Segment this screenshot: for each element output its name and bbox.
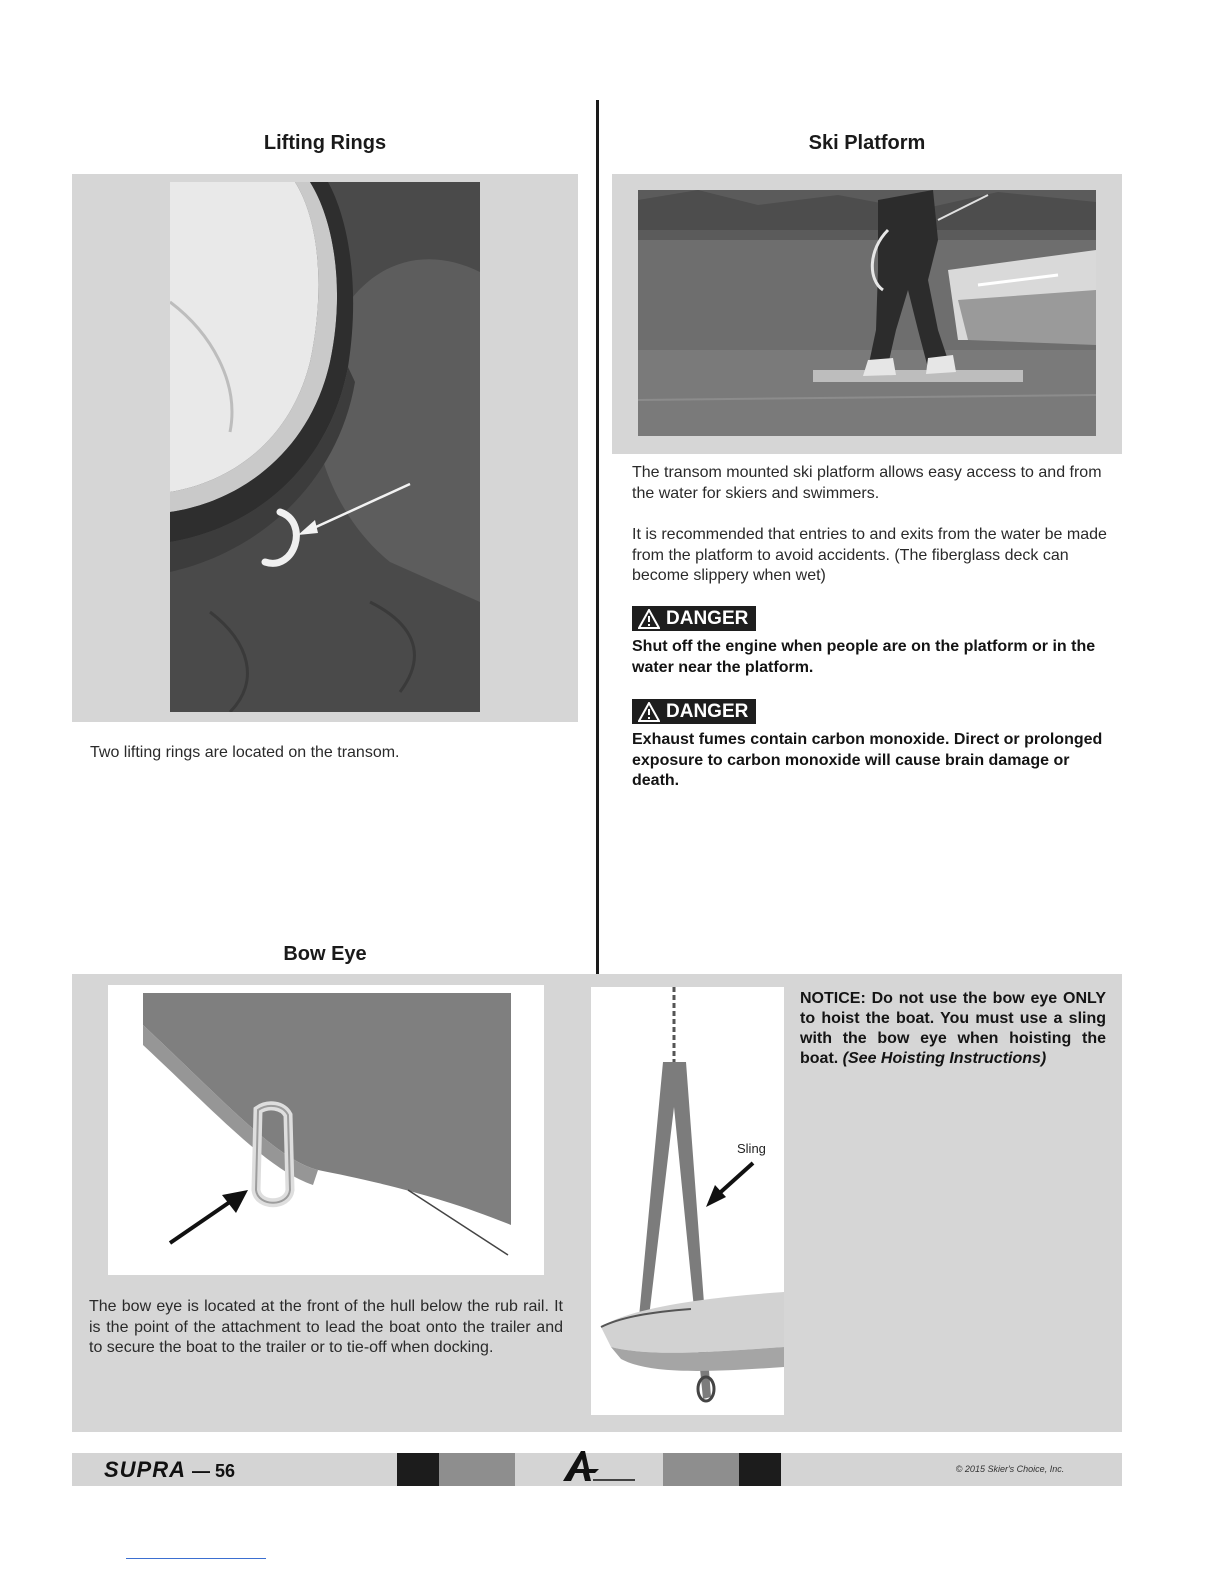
skier-on-platform-photo (638, 190, 1096, 436)
danger-1-text: Shut off the engine when people are on the platform or in the water near the platform. (632, 638, 1096, 676)
notice-main-text: NOTICE: Do not use the bow eye ONLY to hoist the boat. You must use a sling with the bow eye when hoisting the boat. (800, 990, 1106, 1067)
footer-swatch-mid-right (663, 1453, 739, 1486)
lifting-ring-photo (170, 182, 480, 712)
column-divider (596, 100, 599, 976)
ski-platform-paragraph-2: It is recommended that entries to and exits from the water be made from the platform to avoid accidents. (The fiberglass deck can become slippery when wet) (632, 526, 1107, 584)
warning-triangle-icon (638, 609, 660, 629)
danger-badge-2 (632, 699, 756, 724)
footer-swatch-dark-left (397, 1453, 439, 1486)
warning-triangle-icon (638, 702, 660, 722)
ski-platform-paragraph-1: The transom mounted ski platform allows easy access to and from the water for skiers and swimmers. (632, 464, 1102, 502)
bow-eye-notice (800, 989, 1106, 1069)
footer-swatch-mid-left (439, 1453, 515, 1486)
bow-eye-description: The bow eye is located at the front of the hull below the rub rail. It is the point of the attachment to lead the boat onto the trailer and to secure the boat to the trailer or to tie-off when docking. (89, 1298, 563, 1356)
sling-label: Sling (737, 1141, 766, 1156)
ski-platform-heading: Ski Platform (808, 132, 926, 154)
footer-copyright: © 2015 Skier's Choice, Inc. (955, 1464, 1065, 1474)
footer-swatch-dark-right (739, 1453, 781, 1486)
lifting-rings-caption: Two lifting rings are located on the transom. (90, 744, 400, 761)
sling-hoist-diagram (591, 987, 784, 1415)
danger-badge-2-label: DANGER (666, 700, 749, 722)
bottom-link-underline (126, 1558, 266, 1559)
skier-logo-icon (555, 1447, 637, 1487)
danger-badge-1-label: DANGER (666, 607, 749, 629)
bow-eye-heading: Bow Eye (283, 943, 367, 965)
bow-eye-diagram (108, 985, 544, 1275)
footer-brand-block (104, 1457, 235, 1483)
danger-2-text: Exhaust fumes contain carbon monoxide. Direct or prolonged exposure to carbon monoxide will cause brain damage or death. (632, 731, 1103, 789)
danger-badge-1 (632, 606, 756, 631)
footer-brand: SUPRA (104, 1457, 187, 1482)
lifting-rings-heading: Lifting Rings (263, 132, 387, 154)
footer-page-number: — 56 (192, 1461, 236, 1481)
notice-reference: (See Hoisting Instructions) (842, 1050, 1047, 1067)
